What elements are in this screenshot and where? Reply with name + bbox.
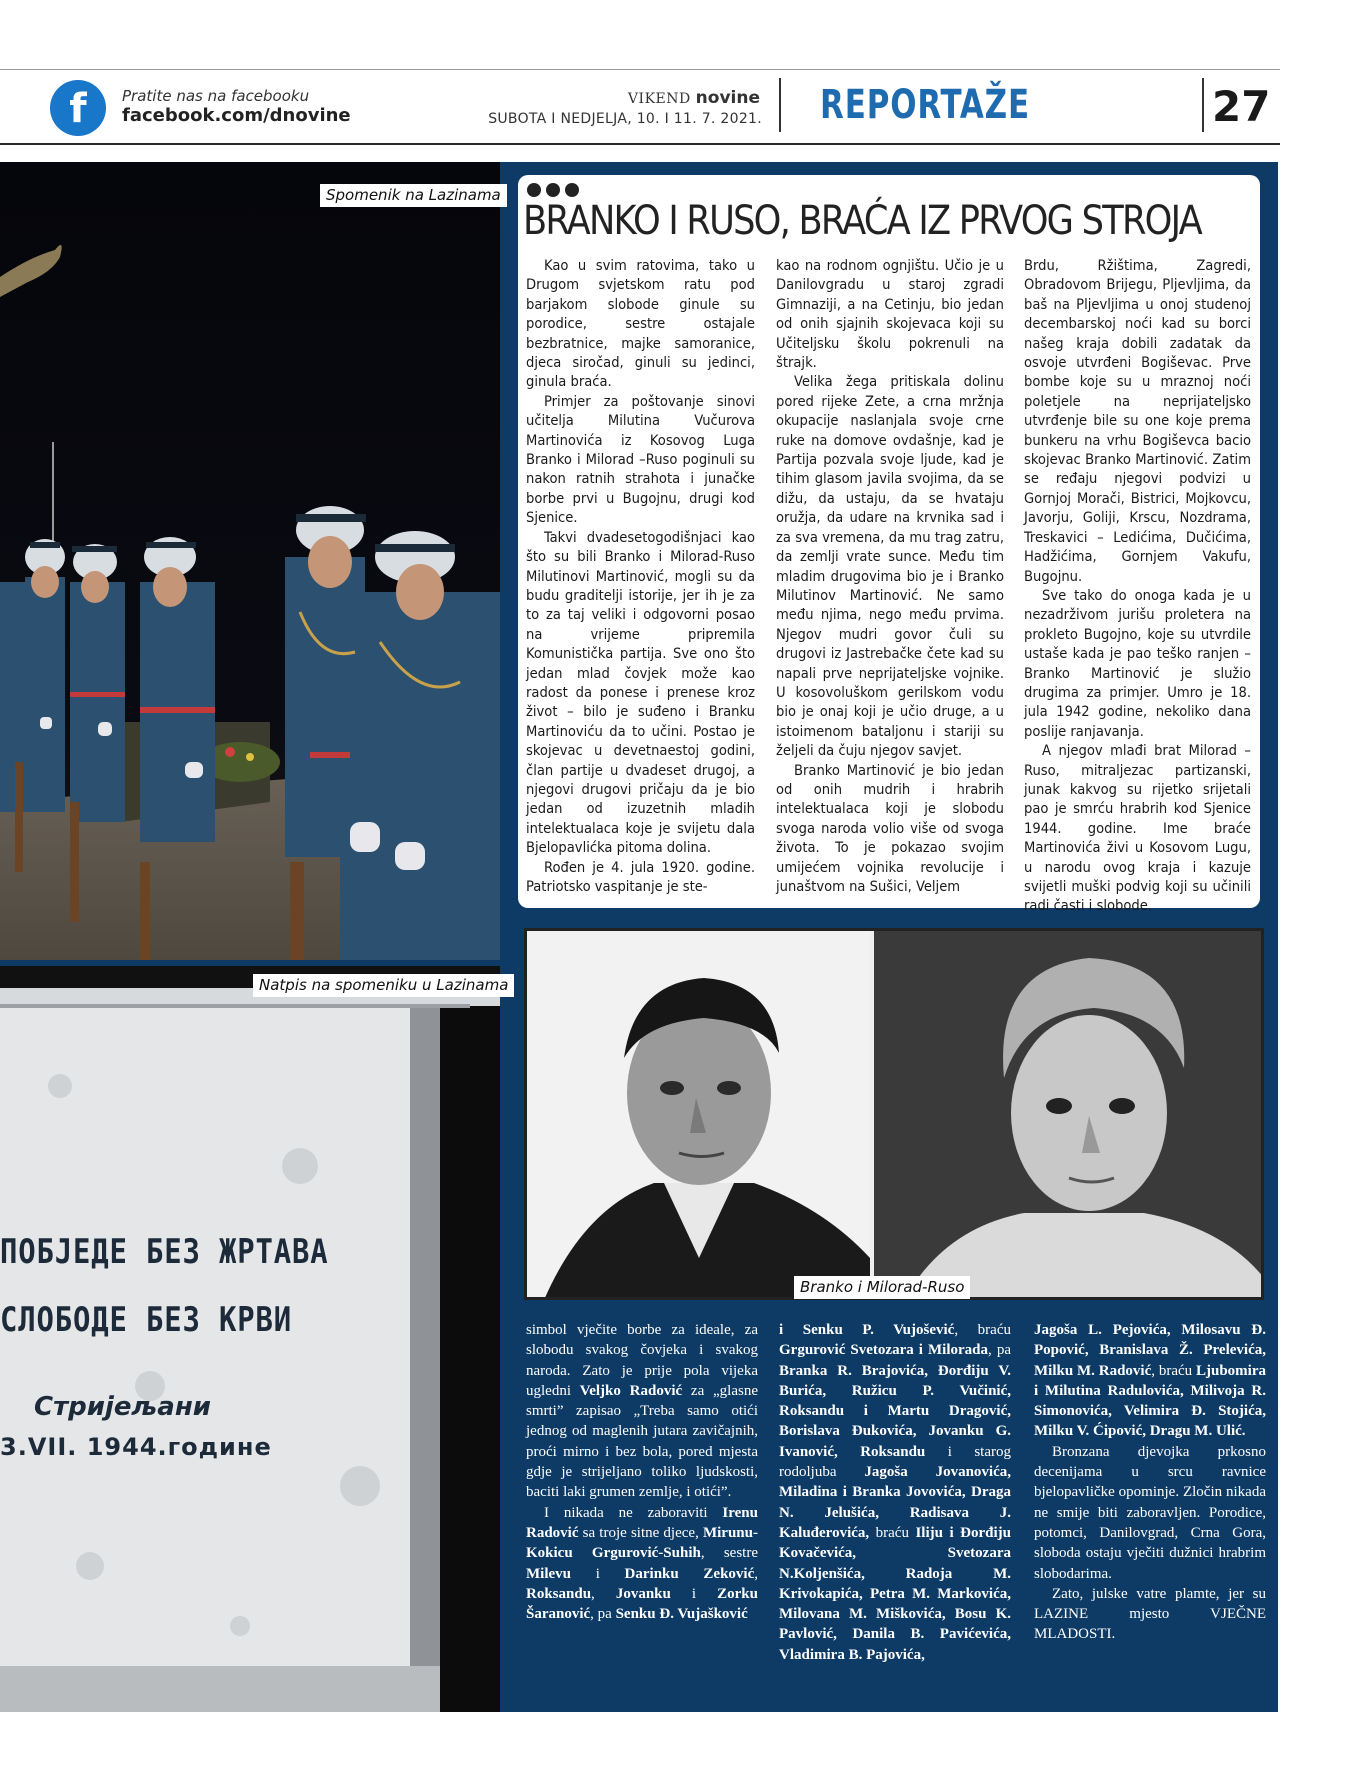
header-top-rule <box>0 69 1280 70</box>
paragraph: Brdu, Ržištima, Zagredi, Obradovom Brijegu, Pljevljima, da baš na Pljevljima u onoj studenoj decembarskoj noći kad su borci našeg kraja dobili zadatak da osvoje utvrđeni Bogiševac. Prve bombe koje su u mraznoj noći poletjele na neprijateljsko utvrđenje bile su one koje prema bunkeru na vrhu Bogiševca bacio skojevac Branko Martinović. Zatim se ređaju njegovi podvizi u Gornjoj Morači, Bistrici, Mojkovcu, Javorju, Goliji, Krscu, Nozdrama, Treskavici – Ledićima, Dučićima, Hadžićima, Gornjem Vakufu, Bugojnu. <box>1024 257 1251 585</box>
text-run: i starog rodoljuba <box>779 1443 1012 1481</box>
bullet-dot-icon <box>565 183 579 197</box>
text-run: sa troje sitne djece, <box>578 1524 703 1541</box>
paragraph: Rođen je 4. jula 1920. godine. Patriotsko vaspitanje je ste- <box>526 858 755 895</box>
text-run: i <box>670 1585 718 1602</box>
paragraph: Zato, julske vatre plamte, jer su LAZINE mjesto VJEČNE MLADOSTI. <box>1034 1585 1266 1643</box>
bullet-dot-icon <box>546 183 560 197</box>
facebook-url[interactable]: facebook.com/dnovine <box>122 105 351 126</box>
article-column-2 <box>776 256 1004 896</box>
name-run: Jovanku <box>615 1585 671 1602</box>
paragraph: Takvi dvadesetogodišnjaci kao što su bili Branko i Milorad-Ruso Milutinovi Martinović, mogli su da budu graditelji istorije, jer ih je za to za taj veliki i odgovorni posao na vrijeme pripremila Komunistička partija. Sve ono što jedan mlad čovjek može kao radost da ponese i prenese kroz život – bilo je suđeno i Branku Martinoviću da to učini. Postao je skojevac u devetnaestoj godini, član partije u dvadeset drugoj, a njegovi drugovi pričaju da je bio jedan od izuzetnih mladih intelektualaca koje je svijetu dala Bjelopavlićka pitoma dolina. <box>526 528 755 857</box>
article-headline: BRANKO I RUSO, BRAĆA IZ PRVOG STROJA <box>523 198 1201 244</box>
name-run: Grgurović Svetozara i Milorada <box>779 1342 989 1359</box>
text-run: , <box>591 1585 616 1602</box>
paragraph: A njegov mlađi brat Milorad – Ruso, mitraljezac partizanski, junak kakvog su rijetko srijetali pao je smrću hrabrih kod Sjenice 1944. godine. Ime braće Martinovića živi u Kosovom Lugu, u narodu ovog kraja i kazuje svijetli muški podvig koji su učinili radi časti i slobode. <box>1024 742 1251 915</box>
monument-caption: Spomenik na Lazinama <box>320 184 507 207</box>
inscription-line-1: ПОБЈЕДЕ БЕЗ ЖРТАВА <box>0 1232 329 1272</box>
text-run: i <box>571 1565 625 1582</box>
name-run: i Senku P. Vujošević <box>779 1322 955 1338</box>
name-run: Veljko Radović <box>579 1382 683 1399</box>
name-run: Milevu <box>526 1565 571 1582</box>
facebook-prompt: Pratite nas na facebooku <box>122 87 310 105</box>
portraits-caption: Branko i Milorad-Ruso <box>794 1276 970 1299</box>
name-run: Mirunu-Kokicu Grgurović-Suhih <box>526 1524 758 1562</box>
brand-light: VIKEND <box>627 91 691 107</box>
paragraph: Kao u svim ratovima, tako u Drugom svjetskom ratu pod barjakom slobode ginule su porodice, sestre ostajale bezbratnice, majke samoranice, djeca siročad, ginuli su jedinci, ginula braća. <box>526 257 755 391</box>
text-run: , pa <box>590 1606 616 1623</box>
page-number: 27 <box>1212 82 1271 131</box>
inscription-caption: Natpis na spomeniku u Lazinama <box>253 974 514 997</box>
header-divider <box>779 78 781 132</box>
name-run: Irenu Radović <box>526 1504 758 1541</box>
paragraph: Velika žega pritiskala dolinu pored rijeke Zete, a crna mržnja okupacije naslanjala svoje crne ruke na domove ovdašnje, kad je Partija pozvala svoje ljude, kad je tihim glasom javila svojima, da se dižu, da ustaju, da se hvataju oružja, da udare na krvnika sad i za sva vremena, da mu trag zatru, da zemlji vrate sunce. Među tim mladim drugovima bio je i Branko Milutinov Martinović. Ne samo među njima, nego među prvima. Njegov mudri govor čuli su drugovi iz Jastrebačke čete kad su napali prve neprijateljske vojnike. U kosovoluškom gerilskom vodu bio je onaj koji je učio druge, a u istoimenom bataljonu i stariji su željeli da čuju njegov savjet. <box>776 373 1004 760</box>
article-column-1 <box>526 256 755 896</box>
text-run: I nikada ne zaboraviti <box>544 1504 723 1521</box>
text-run: , pa <box>988 1342 1011 1359</box>
inscription-line-4: 3.VII. 1944.године <box>0 1433 272 1461</box>
text-run: , <box>754 1565 758 1582</box>
paragraph <box>779 1320 1011 1665</box>
text-run: za „glasne smrti” zapisao „Treba samo otići jednog od maglenih jutara zavičajnih, proći mirno i bez bola, pored mjesta gdje je strijeljano toliko ljudskosti, baciti laki grumen zemlje, i otići”. <box>526 1382 758 1501</box>
monument-photo-illustration <box>0 162 500 960</box>
bottom-column-1 <box>526 1320 758 1624</box>
bottom-column-3 <box>1034 1320 1266 1645</box>
text-run: braću <box>869 1524 916 1541</box>
text-run: simbol vječite borbe za ideale, za slobodu svakog čovjeka i svakog naroda. Zato je prije pola vijeka ugledni <box>526 1322 758 1399</box>
name-run: Zorku Šaranović <box>526 1585 758 1623</box>
text-run: , braću <box>954 1322 1011 1338</box>
name-run: Jagoša Jovanovića, Miladina i Branka Jovovića, Draga N. Jelušića, Radisava J. Kaluđerovića, <box>779 1464 1011 1541</box>
paragraph: Branko Martinović je bio jedan od onih mudrih i hrabrih intelektualaca koji je slobodu svoga naroda volio više od svoga života. To je pokazao svojim umijećem vojnika revolucije i junaštvom na Sušici, Veljem <box>776 761 1004 895</box>
header-divider <box>1202 78 1204 132</box>
portraits-photo-illustration <box>524 928 1264 1300</box>
paragraph: Sve tako do onoga kada je u nezadrživom jurišu proletera na prokleto Bugojno, koje su utvrdile ustaše kada je pao teško ranjen – Branko Martinović je služio drugima za primjer. Umro je 18. jula 1942 godine, nekoliko dana poslije ranjavanja. <box>1024 586 1251 740</box>
bottom-column-2 <box>779 1320 1011 1665</box>
paragraph <box>1034 1320 1266 1442</box>
bullet-dot-icon <box>527 183 541 197</box>
paragraph <box>526 1320 758 1503</box>
issue-date: SUBOTA I NEDJELJA, 10. I 11. 7. 2021. <box>488 111 762 127</box>
paragraph <box>526 1503 758 1625</box>
name-run: Branka R. Brajovića, Đorđiju V. Burića, Ružicu P. Vučinić, Roksandu i Martu Dragović, Borislava Đukovića, Jovanku G. Ivanović, Roksandu <box>779 1362 1011 1460</box>
name-run: Ljubomira i Milutina Radulovića, Milivoja R. Simonovića, Velimira Đ. Stojića, Milku V. Ćipović, Dragu M. Ulić. <box>1034 1362 1266 1440</box>
paragraph: Primjer za poštovanje sinovi učitelja Milutina Vučurova Martinovića iz Kosovog Luga Branko i Milorad –Ruso poginuli su nakon ratnih strahota i junačke borbe prvi u Bugojnu, drugi kod Sjenice. <box>526 392 755 527</box>
section-title: REPORTAŽE <box>820 82 1030 128</box>
name-run: Senku Đ. Vujašković <box>615 1606 748 1623</box>
inscription-line-3: Стријељани <box>34 1392 212 1422</box>
text-run: , sestre <box>700 1545 758 1562</box>
text-run: , braću <box>1151 1362 1196 1379</box>
inscription-line-2: СЛОБОДЕ БЕЗ КРВИ <box>0 1300 292 1340</box>
article-column-3 <box>1024 256 1251 916</box>
name-run: Darinku Zeković <box>624 1565 755 1582</box>
paragraph: Bronzana djevojka prkosno decenijama u srcu ravnice bjelopavličke opominje. Zločin nikada ne smije biti zaboravljen. Porodice, potomci, Danilovgrad, Crna Gora, sloboda ostaju vječiti dužnici hrabrim slobodarima. <box>1034 1443 1266 1582</box>
brand-bold: novine <box>695 88 760 108</box>
publication-brand <box>580 88 760 108</box>
name-run: Jagoša L. Pejovića, Milosavu Đ. Popović, Branislava Ž. Prelevića, Milku M. Radović <box>1034 1322 1266 1379</box>
portraits-photo <box>524 928 1264 1300</box>
header-bottom-rule <box>0 143 1280 145</box>
name-run: Roksandu <box>526 1585 592 1602</box>
paragraph: kao na rodnom ognjištu. Učio je u Danilovgradu u staroj zgradi Gimnaziji, a na Cetinju, bio jedan od onih sjajnih skojevaca koji su Učiteljsku školu pokrenuli na štrajk. <box>776 257 1004 372</box>
monument-photo <box>0 162 500 960</box>
facebook-f-glyph: f <box>69 86 87 132</box>
name-run: Iliju i Đorđiju Kovačevića, Svetozara N.Koljenšića, Radoja M. Krivokapića, Petra M. Markovića, Milovana M. Miškovića, Bosu K. Pavlović, Danila B. Pavićevića, Vladimira B. Pajovića, <box>779 1524 1011 1663</box>
